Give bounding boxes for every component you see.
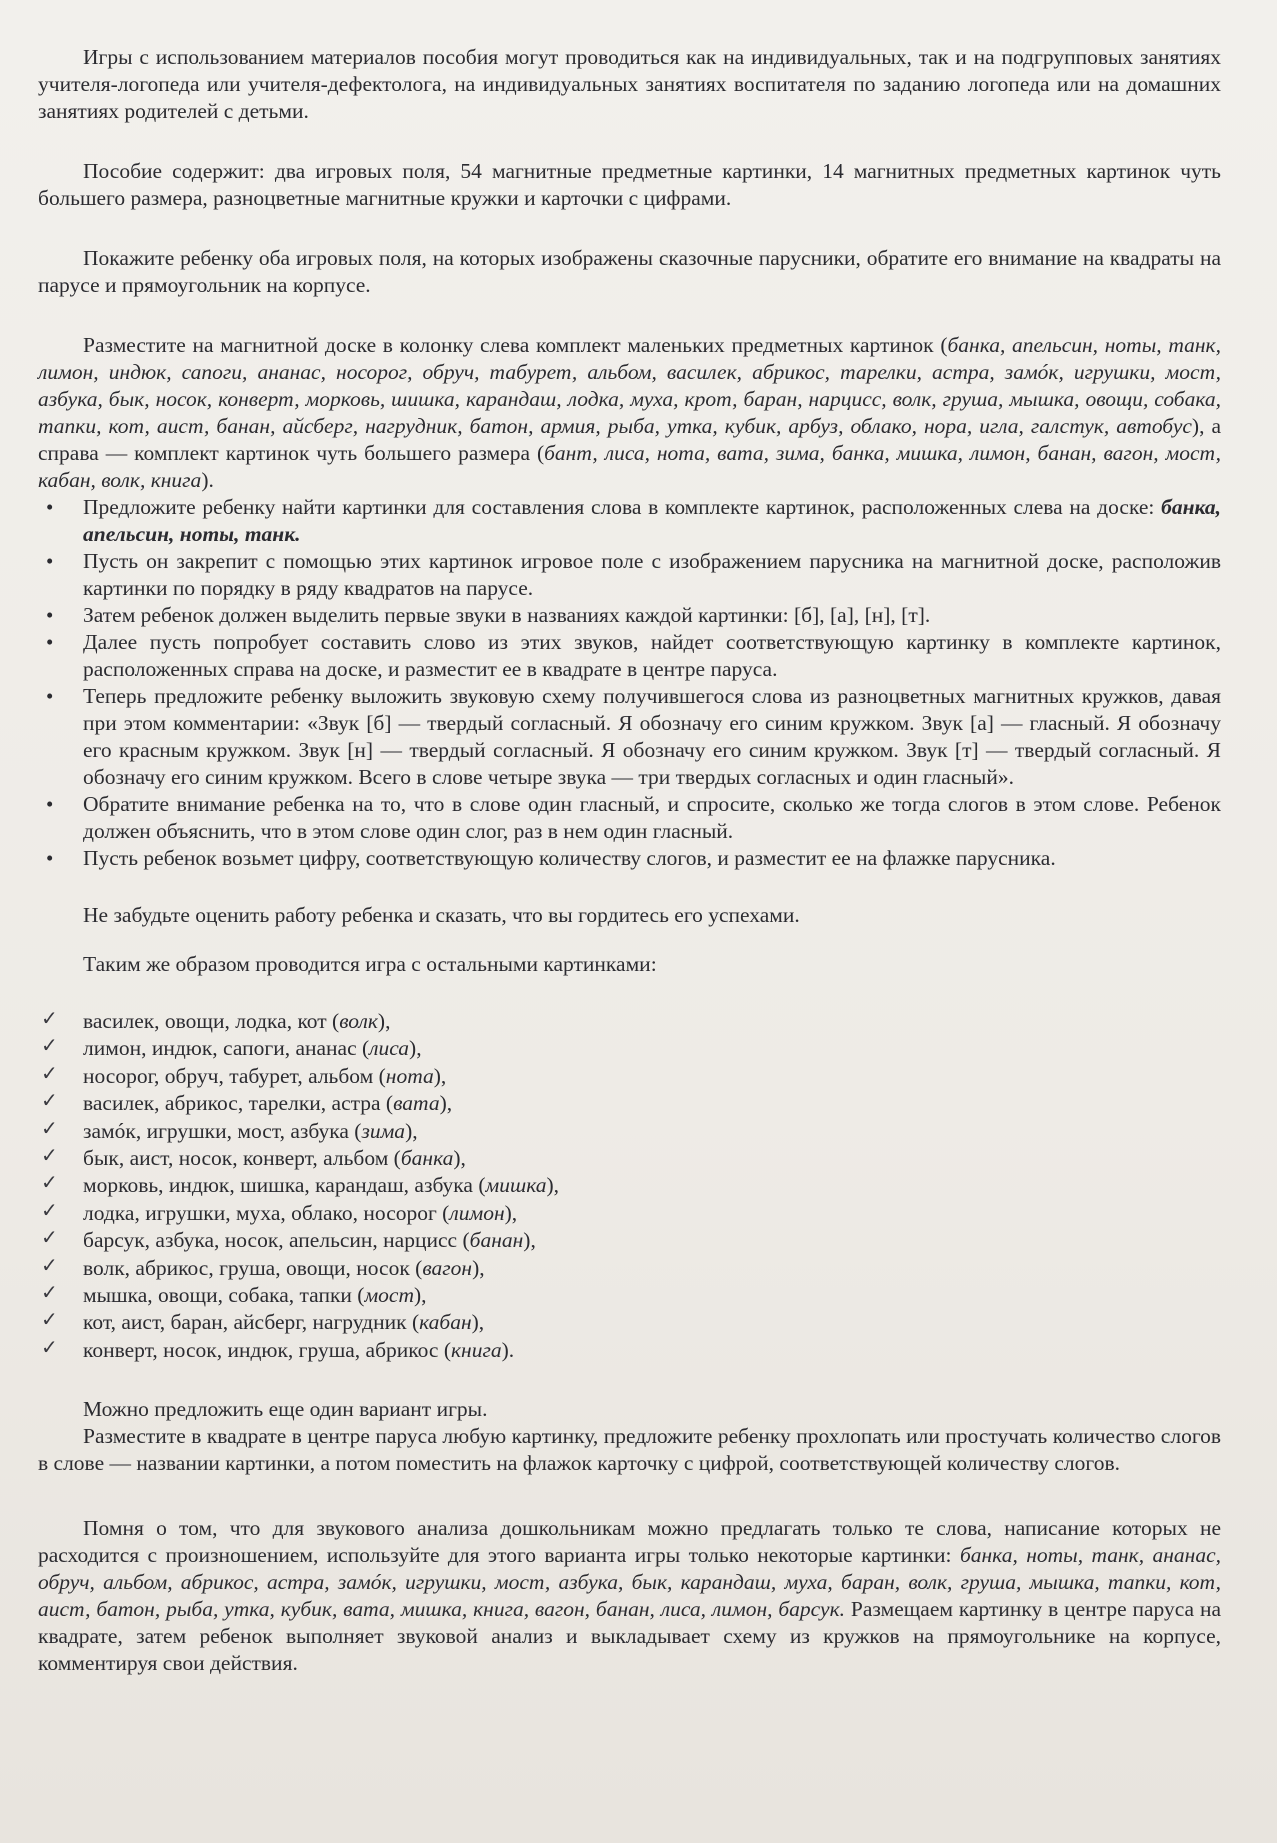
check-list-item: ✓ волк, абрикос, груша, овощи, носок (вагон), bbox=[41, 1254, 485, 1280]
variant-paragraph: Разместите в квадрате в центре паруса любую картинку, предложите ребенку прохлопать или простучать количество слогов в слове — названии картинки, а потом поместить на флажок карточку с цифрой, соответствующей количеству слогов. bbox=[38, 1424, 1221, 1476]
bullet-icon: • bbox=[46, 792, 54, 816]
steps-list bbox=[38, 494, 1221, 872]
check-list-item: ✓ барсук, азбука, носок, апельсин, нарцисс (банан), bbox=[41, 1227, 536, 1253]
large-cards-list: бант, лиса, нота, вата, зима, банка, мишка, лимон, банан, вагон, мост, кабан, волк, книга bbox=[38, 441, 1221, 492]
checkmark-icon: ✓ bbox=[41, 1282, 58, 1305]
closing-word-list: банка, ноты, танк, ананас, обруч, альбом, абрикос, астра, замóк, игрушки, мост, азбука, бык, карандаш, муха, баран, волк, груша, мышка, тапки, кот, аист, батон, рыба, утка, кубик, вата, мишка, книга, вагон, банан, лиса, лимон, барсук. bbox=[38, 1543, 1221, 1622]
checkmark-icon: ✓ bbox=[41, 1035, 58, 1058]
checkmark-icon: ✓ bbox=[41, 1145, 58, 1168]
bullet-icon: • bbox=[46, 846, 54, 870]
checkmark-icon: ✓ bbox=[41, 1199, 58, 1222]
check-list-item: ✓ замóк, игрушки, мост, азбука (зима), bbox=[41, 1117, 418, 1143]
check-list-item: ✓ бык, аист, носок, конверт, альбом (банка), bbox=[41, 1145, 466, 1171]
checkmark-icon: ✓ bbox=[41, 1062, 58, 1085]
checkmark-icon: ✓ bbox=[41, 1227, 58, 1250]
bullet-icon: • bbox=[46, 684, 54, 708]
check-list-item: ✓ василек, абрикос, тарелки, астра (вата), bbox=[41, 1090, 453, 1116]
checkmark-icon: ✓ bbox=[41, 1254, 58, 1277]
check-list-item: ✓ лодка, игрушки, муха, облако, носорог (лимон), bbox=[41, 1199, 518, 1225]
bullet-icon: • bbox=[46, 630, 54, 654]
bullet-icon: • bbox=[46, 495, 54, 519]
check-list-item: ✓ лимон, индюк, сапоги, ананас (лиса), bbox=[41, 1035, 422, 1061]
checkmark-icon: ✓ bbox=[41, 1117, 58, 1140]
step-item: • Пусть ребенок возьмет цифру, соответствующую количеству слогов, и разместит ее на флажке парусника. bbox=[46, 846, 1056, 870]
same-way-line: Таким же образом проводится игра с остальными картинками: bbox=[83, 952, 657, 976]
check-list-item: ✓ морковь, индюк, шишка, карандаш, азбука (мишка), bbox=[41, 1172, 560, 1198]
check-list-item: ✓ конверт, носок, индюк, груша, абрикос (книга). bbox=[41, 1336, 515, 1362]
step-item: • Пусть он закрепит с помощью этих картинок игровое поле с изображением парусника на магнитной доске, расположив картинки по порядку в ряду квадратов на парусе. bbox=[46, 549, 1221, 600]
placement-paragraph: Разместите на магнитной доске в колонку слева комплект маленьких предметных картинок (банка, апельсин, ноты, танк, лимон, индюк, сапоги, ананас, носорог, обруч, табурет, альбом, василек, абрикос, тарелки, астра, замóк, игрушки, мост, азбука, бык, носок, конверт, морковь, шишка, карандаш, лодка, муха, крот, баран, нарцисс, волк, груша, мышка, овощи, собака, тапки, кот, аист, банан, айсберг, нагрудник, батон, армия, рыба, утка, кубик, арбуз, облако, нора, игла, галстук, автобус), а справа — комплект картинок чуть большего размера (бант, лиса, нота, вата, зима, банка, мишка, лимон, банан, вагон, мост, кабан, волк, книга). bbox=[38, 333, 1222, 492]
intro-paragraph-2: Пособие содержит: два игровых поля, 54 магнитные предметные картинки, 14 магнитных предметных картинок чуть большего размера, разноцветные магнитные кружки и карточки с цифрами. bbox=[38, 159, 1221, 210]
check-list-item: ✓ мышка, овощи, собака, тапки (мост), bbox=[41, 1282, 427, 1308]
checkmark-icon: ✓ bbox=[41, 1090, 58, 1113]
bullet-icon: • bbox=[46, 603, 54, 627]
step-item: • Обратите внимание ребенка на то, что в слове один гласный, и спросите, сколько же тогда слогов в этом слове. Ребенок должен объяснить, что в этом слове один слог, раз в нем один гласный. bbox=[46, 792, 1221, 843]
bullet-icon: • bbox=[46, 549, 54, 573]
small-cards-list: банка, апельсин, ноты, танк, лимон, индюк, сапоги, ананас, носорог, обруч, табурет, альбом, василек, абрикос, тарелки, астра, замóк, игрушки, мост, азбука, бык, носок, конверт, морковь, шишка, карандаш, лодка, муха, крот, баран, нарцисс, волк, груша, мышка, овощи, собака, тапки, кот, аист, банан, айсберг, нагрудник, батон, армия, рыба, утка, кубик, арбуз, облако, нора, игла, галстук, автобус bbox=[38, 333, 1221, 438]
checkmark-icon: ✓ bbox=[41, 1172, 58, 1195]
closing-paragraph: Помня о том, что для звукового анализа дошкольникам можно предлагать только те слова, написание которых не расходится с произношением, используйте для этого варианта игры только некоторые картинки: банка, ноты, танк, ананас, обруч, альбом, абрикос, астра, замóк, игрушки, мост, азбука, бык, карандаш, муха, баран, волк, груша, мышка, тапки, кот, аист, батон, рыба, утка, кубик, вата, мишка, книга, вагон, банан, лиса, лимон, барсук. Размещаем картинку в центре паруса на квадрате, затем ребенок выполняет звуковой анализ и выкладывает схему из кружков на прямоугольнике на корпусе, комментируя свои действия. bbox=[38, 1516, 1221, 1676]
checkmark-icon: ✓ bbox=[41, 1336, 58, 1359]
step-item: • Затем ребенок должен выделить первые звуки в названиях каждой картинки: [б], [а], [н], [т]. bbox=[46, 603, 931, 627]
check-list-item: ✓ носорог, обруч, табурет, альбом (нота), bbox=[41, 1062, 447, 1088]
check-list bbox=[38, 1008, 1221, 1364]
intro-paragraph-1: Игры с использованием материалов пособия могут проводиться как на индивидуальных, так и на подгрупповых занятиях учителя-логопеда или учителя-дефектолога, на индивидуальных занятиях воспитателя по заданию логопеда или на домашних занятиях родителей с детьми. bbox=[38, 45, 1221, 123]
praise-line: Не забудьте оценить работу ребенка и сказать, что вы гордитесь его успехами. bbox=[83, 903, 800, 927]
intro-paragraph-3: Покажите ребенку оба игровых поля, на которых изображены сказочные парусники, обратите его внимание на квадраты на парусе и прямоугольник на корпусе. bbox=[38, 246, 1221, 297]
check-list-item: ✓ кот, аист, баран, айсберг, нагрудник (кабан), bbox=[41, 1309, 485, 1335]
checkmark-icon: ✓ bbox=[41, 1008, 58, 1030]
step-item: • Далее пусть попробует составить слово из этих звуков, найдет соответствующую картинку в комплекте картинок, расположенных справа на доске, и разместит ее в квадрате в центре паруса. bbox=[46, 630, 1221, 681]
step-item: • Предложите ребенку найти картинки для составления слова в комплекте картинок, расположенных слева на доске: банка, апельсин, ноты, танк. bbox=[46, 495, 1221, 546]
checkmark-icon: ✓ bbox=[41, 1309, 58, 1332]
check-list-item: ✓ василек, овощи, лодка, кот (волк), bbox=[41, 1008, 391, 1033]
variant-intro: Можно предложить еще один вариант игры. bbox=[83, 1397, 488, 1422]
step-item: • Теперь предложите ребенку выложить звуковую схему получившегося слова из разноцветных магнитных кружков, давая при этом комментарии: «Звук [б] — твердый согласный. Я обозначу его синим кружком. Звук [а] — гласный. Я обозначу его красным кружком. Звук [н] — твердый согласный. Я обозначу его синим кружком. Звук [т] — твердый согласный. Я обозначу его синим кружком. Всего в слове четыре звука — три твердых согласных и один гласный». bbox=[46, 684, 1221, 789]
